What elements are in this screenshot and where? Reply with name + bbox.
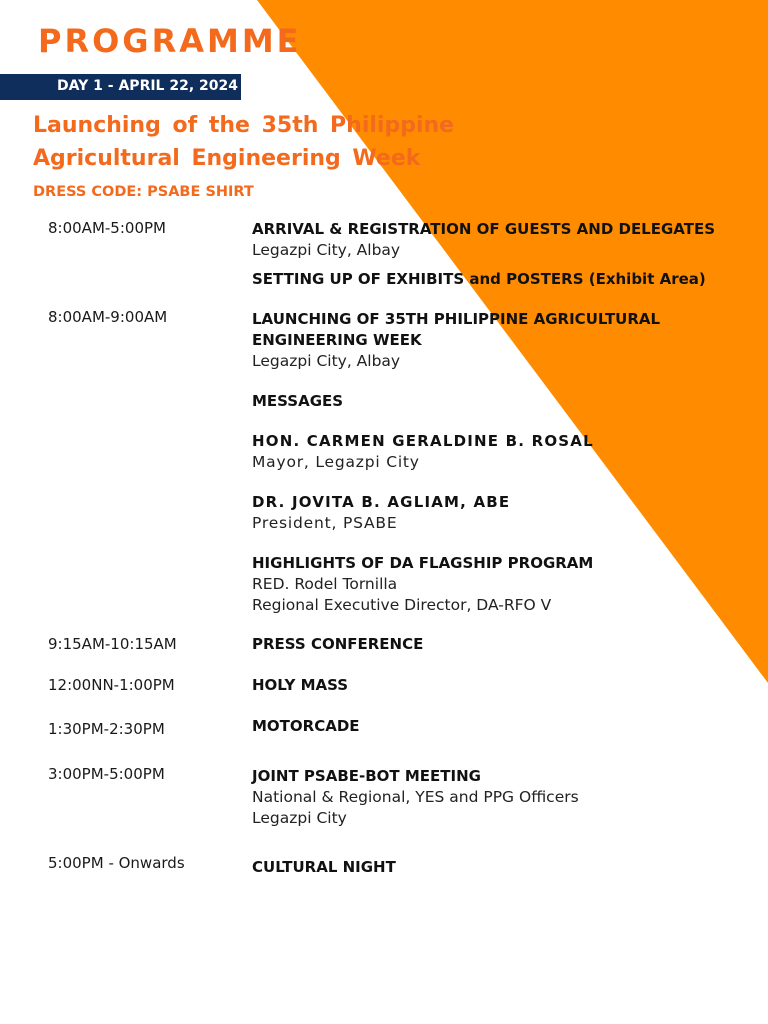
speaker-name: RED. Rodel Tornilla xyxy=(252,575,398,593)
schedule-item xyxy=(252,269,752,290)
schedule-item xyxy=(252,219,752,261)
schedule-item-title: ARRIVAL & REGISTRATION OF GUESTS AND DELEGATES xyxy=(252,220,716,238)
schedule-item-title: JOINT PSABE-BOT MEETING xyxy=(252,767,481,785)
schedule-item-participants: National & Regional, YES and PPG Officers xyxy=(252,788,579,806)
speaker-item xyxy=(252,431,752,473)
schedule-item-title: HOLY MASS xyxy=(252,676,349,694)
schedule-item xyxy=(252,766,752,829)
schedule-item xyxy=(252,391,752,412)
speaker-role: President, PSABE xyxy=(252,514,398,532)
schedule-time: 9:15AM-10:15AM xyxy=(48,635,177,653)
schedule-time: 3:00PM-5:00PM xyxy=(48,765,165,783)
schedule-time: 12:00NN-1:00PM xyxy=(48,676,175,694)
schedule-item-title: PRESS CONFERENCE xyxy=(252,635,424,653)
schedule-item-title: LAUNCHING OF 35TH PHILIPPINE AGRICULTURAL ENGINEERING WEEK xyxy=(252,310,661,349)
schedule-item-title: SETTING UP OF EXHIBITS and POSTERS (Exhibit Area) xyxy=(252,270,706,288)
schedule-item-title: HIGHLIGHTS OF DA FLAGSHIP PROGRAM xyxy=(252,554,594,572)
page-title: PROGRAMME xyxy=(38,22,302,60)
dress-code: DRESS CODE: PSABE SHIRT xyxy=(33,184,254,200)
speaker-role: Mayor, Legazpi City xyxy=(252,453,420,471)
schedule-item-location: Legazpi City xyxy=(252,809,347,827)
schedule-item-location: Legazpi City, Albay xyxy=(252,352,401,370)
schedule-item-title: MESSAGES xyxy=(252,392,344,410)
schedule-item-title: CULTURAL NIGHT xyxy=(252,858,396,876)
speaker-name: HON. CARMEN GERALDINE B. ROSAL xyxy=(252,432,594,450)
day-label: DAY 1 - APRIL 22, 2024 xyxy=(57,78,238,94)
speaker-item xyxy=(252,492,752,534)
speaker-role: Regional Executive Director, DA-RFO V xyxy=(252,596,552,614)
schedule-time: 8:00AM-9:00AM xyxy=(48,308,168,326)
schedule-item xyxy=(252,309,752,372)
schedule-item xyxy=(252,857,752,878)
schedule-time: 5:00PM - Onwards xyxy=(48,854,185,872)
schedule-item-title: MOTORCADE xyxy=(252,717,360,735)
event-subtitle: Launching of the 35th Philippine Agricultural Engineering Week xyxy=(33,113,455,171)
day-banner xyxy=(0,74,241,100)
schedule-time: 1:30PM-2:30PM xyxy=(48,720,165,738)
schedule-time: 8:00AM-5:00PM xyxy=(48,219,166,237)
schedule-item xyxy=(252,675,752,696)
schedule-item-location: Legazpi City, Albay xyxy=(252,241,401,259)
schedule-item xyxy=(252,716,752,737)
speaker-name: DR. JOVITA B. AGLIAM, ABE xyxy=(252,493,511,511)
schedule-item xyxy=(252,634,752,655)
schedule-item xyxy=(252,553,752,616)
